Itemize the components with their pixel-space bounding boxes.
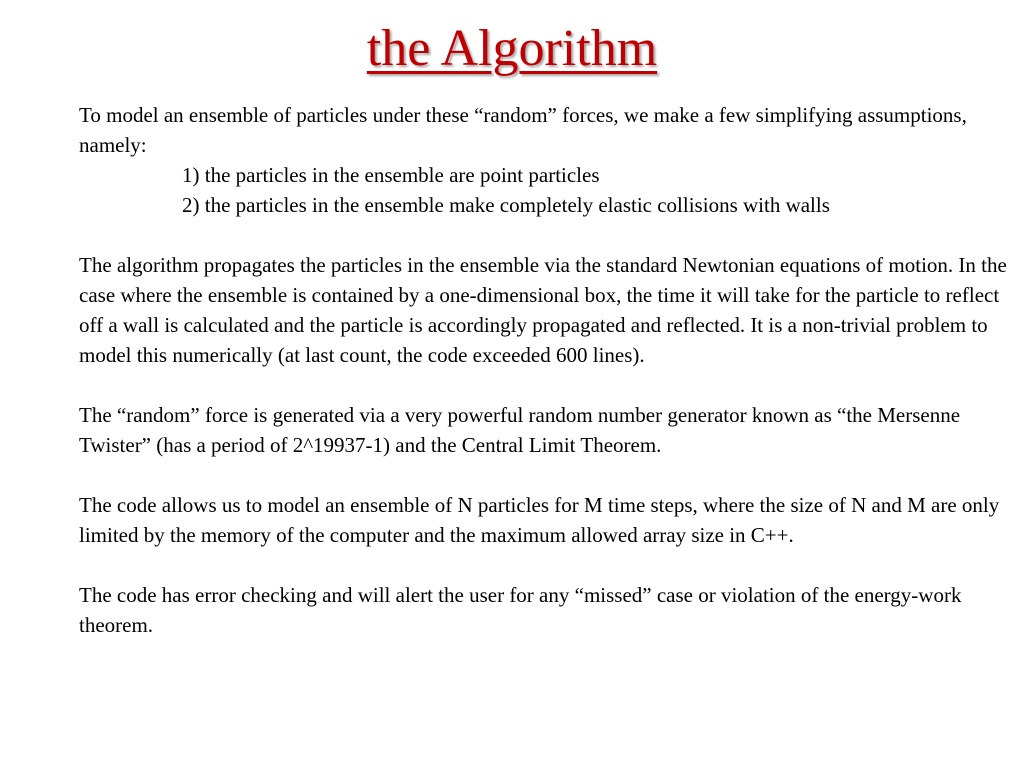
paragraph-gap [79, 220, 1009, 250]
paragraph-gap [79, 370, 1009, 400]
ensemble-size-paragraph: The code allows us to model an ensemble of N particles for M time steps, where the size of N and M are only limited by the memory of the computer and the maximum allowed array size in C++. [79, 493, 1000, 547]
algorithm-paragraph: The algorithm propagates the particles in the ensemble via the standard Newtonian equations of motion. In the case where the ensemble is contained by a one-dimensional box, the time it will take for the particle to reflect off a wall is calculated and the particle is accordingly propagated and reflected. It is a non-trivial problem to model this numerically (at last count, the code exceeded 600 lines). [79, 253, 1007, 367]
paragraph-gap [79, 460, 1009, 490]
slide-body [79, 100, 1009, 640]
assumption-item-2: 2) the particles in the ensemble make completely elastic collisions with walls [182, 193, 830, 217]
slide-title: the Algorithm [366, 20, 658, 77]
error-checking-paragraph: The code has error checking and will alert the user for any “missed” case or violation of the energy-work theorem. [79, 583, 962, 637]
assumption-item-1: 1) the particles in the ensemble are point particles [182, 163, 600, 187]
paragraph-gap [79, 550, 1009, 580]
random-force-paragraph: The “random” force is generated via a very powerful random number generator known as “the Mersenne Twister” (has a period of 2^19937-1) and the Central Limit Theorem. [79, 403, 961, 457]
intro-paragraph: To model an ensemble of particles under these “random” forces, we make a few simplifying assumptions, namely: [79, 103, 967, 157]
